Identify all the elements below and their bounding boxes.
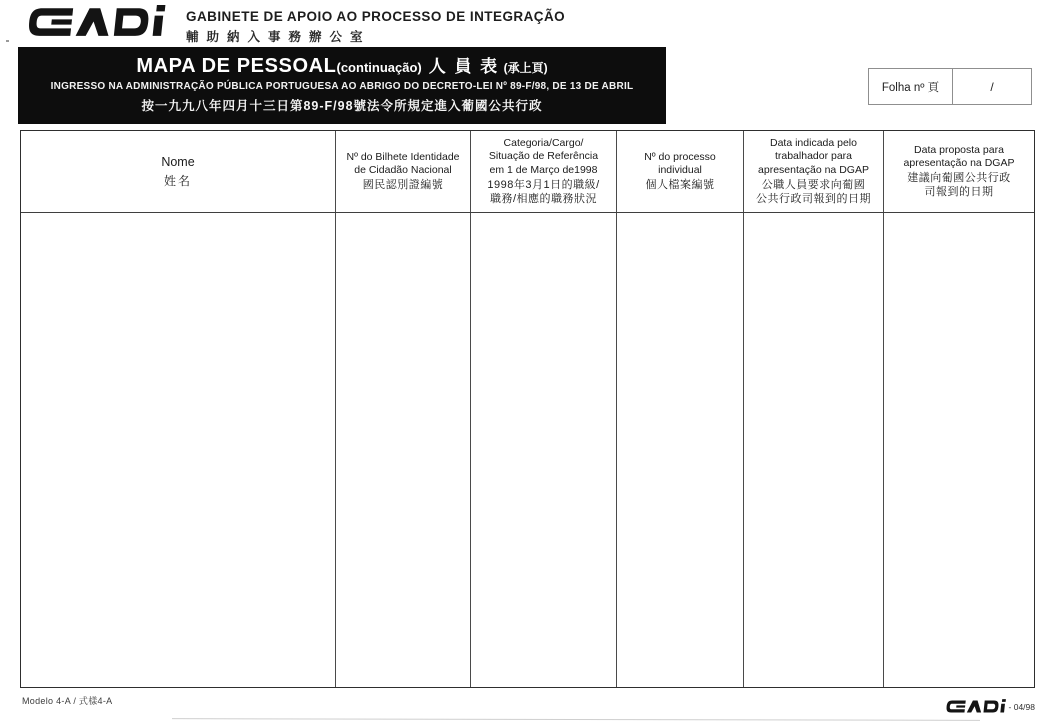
form-version-label: - 04/98 <box>1008 701 1035 712</box>
form-title-chinese-continuation: (承上頁) <box>503 61 548 75</box>
table-body-cell-bilhete-identidade <box>336 213 471 687</box>
gapi-logo-small <box>946 699 1008 714</box>
org-name-chinese: 輔助納入事務辦公室 <box>186 30 371 44</box>
table-body-cell-nome <box>21 213 336 687</box>
org-title-block <box>186 9 565 45</box>
table-body <box>21 213 1034 687</box>
sheet-number-value: / <box>990 79 994 94</box>
column-header-data-indicada: Data indicada pelo trabalhador para apresentação na DGAP 公職人員要求向葡國 公共行政司報到的日期 <box>744 131 884 212</box>
masthead <box>0 0 1038 46</box>
form-title-chinese: 人 員 表 <box>428 57 500 76</box>
form-title-portuguese: MAPA DE PESSOAL <box>136 55 337 77</box>
table-body-cell-data-proposta <box>884 213 1034 687</box>
form-subtitle-portuguese: INGRESSO NA ADMINISTRAÇÃO PÚBLICA PORTUGUESA AO ABRIGO DO DECRETO-LEI Nº 89-F/98, DE 13 DE ABRIL <box>50 81 634 92</box>
column-header-categoria-cargo: Categoria/Cargo/ Situação de Referência em 1 de Março de1998 1998年3月1日的職級/ 職務/相應的職務狀況 <box>471 131 617 212</box>
column-header-data-proposta: Data proposta para apresentação na DGAP 建議向葡國公共行政 司報到的日期 <box>903 143 1015 199</box>
sheet-number-label: Folha nº 頁 <box>869 69 953 104</box>
column-header-processo-individual: Nº do processo individual 個人檔案編號 <box>617 131 744 212</box>
form-title-continuation: (continuação) <box>336 60 422 75</box>
personnel-table <box>20 130 1035 688</box>
model-number-label: Modelo 4-A / 式樣4-A <box>22 696 113 706</box>
table-body-cell-categoria-cargo <box>471 213 617 687</box>
org-name-portuguese: GABINETE DE APOIO AO PROCESSO DE INTEGRAÇÃO <box>186 9 566 24</box>
sheet-number-box <box>868 68 1032 105</box>
form-title-banner <box>18 47 666 124</box>
form-subtitle-chinese: 按一九九八年四月十三日第89-F/98號法令所規定進入葡國公共行政 <box>141 99 543 113</box>
footer-brand <box>946 699 1035 714</box>
table-body-cell-data-indicada <box>744 213 884 687</box>
table-header-row <box>21 131 1034 213</box>
column-header-nome: Nome 姓名 <box>21 131 336 212</box>
gapi-logo <box>24 5 174 39</box>
table-body-cell-processo-individual <box>617 213 744 687</box>
form-title <box>18 52 666 78</box>
column-header-bilhete-identidade: Nº do Bilhete Identidade de Cidadão Nacional 國民認別證編號 <box>336 131 471 212</box>
scan-artifact-line <box>172 718 980 721</box>
